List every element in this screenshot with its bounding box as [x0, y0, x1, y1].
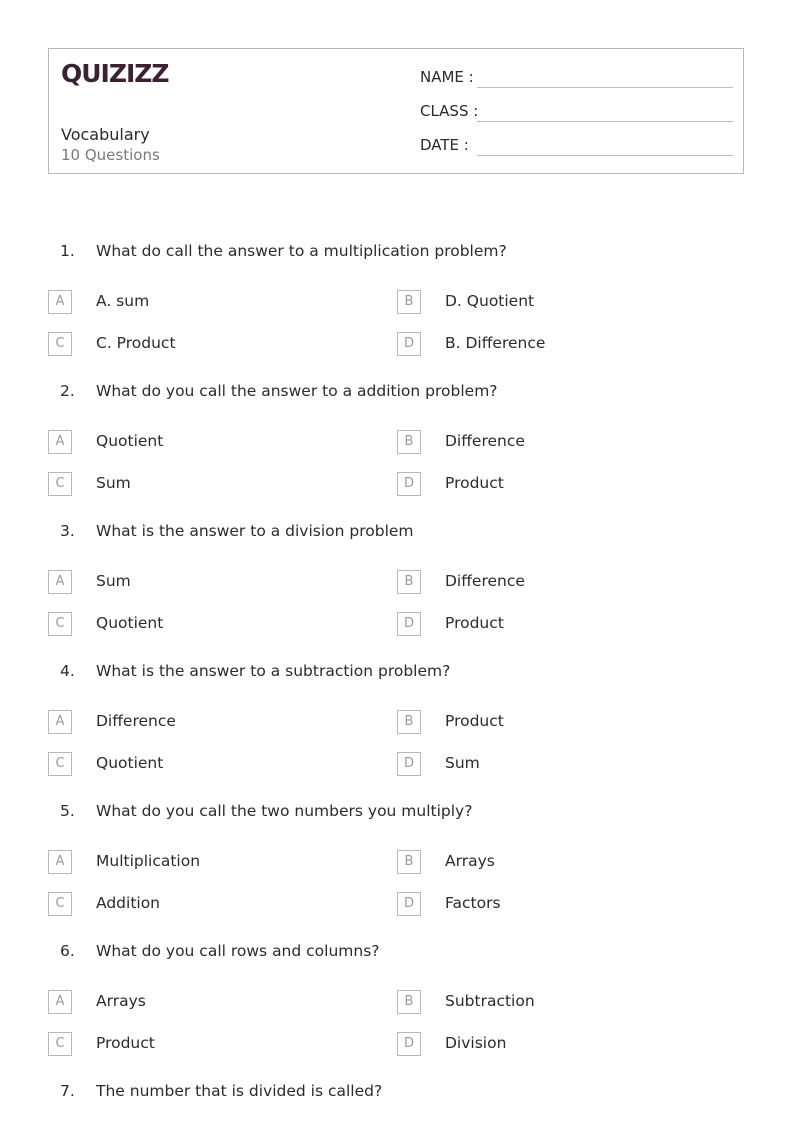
option-text: A. sum [96, 292, 150, 310]
option-text: Sum [96, 474, 131, 492]
option-text: Sum [445, 754, 480, 772]
question-text: What do you call the two numbers you multiply? [96, 802, 473, 820]
option-text: Multiplication [96, 852, 201, 870]
option-text: Difference [445, 572, 525, 590]
question-number: 2. [60, 382, 75, 400]
option-text: Quotient [96, 432, 164, 450]
option-text: Factors [445, 894, 501, 912]
option-letter-box[interactable]: B [397, 990, 421, 1014]
option-letter-box[interactable]: D [397, 332, 421, 356]
question-number: 1. [60, 242, 75, 260]
option-text: Sum [96, 572, 131, 590]
date-line[interactable] [477, 155, 733, 156]
question-text: The number that is divided is called? [96, 1082, 383, 1100]
class-label: CLASS : [420, 102, 479, 120]
option-letter-box[interactable]: A [48, 430, 72, 454]
option-letter-box[interactable]: A [48, 290, 72, 314]
quizizz-logo: QUIZIZZ [61, 59, 169, 88]
worksheet-title: Vocabulary [61, 125, 150, 144]
option-text: B. Difference [445, 334, 546, 352]
option-text: Addition [96, 894, 161, 912]
option-text: Subtraction [445, 992, 535, 1010]
option-letter-box[interactable]: C [48, 752, 72, 776]
option-letter-box[interactable]: B [397, 850, 421, 874]
date-label: DATE : [420, 136, 469, 154]
question-number: 4. [60, 662, 75, 680]
option-letter-box[interactable]: C [48, 472, 72, 496]
option-letter-box[interactable]: A [48, 990, 72, 1014]
question-text: What do you call rows and columns? [96, 942, 380, 960]
question-number: 7. [60, 1082, 75, 1100]
option-letter-box[interactable]: A [48, 570, 72, 594]
option-letter-box[interactable]: C [48, 332, 72, 356]
option-text: Product [96, 1034, 155, 1052]
option-letter-box[interactable]: D [397, 1032, 421, 1056]
option-letter-box[interactable]: A [48, 710, 72, 734]
option-text: Division [445, 1034, 507, 1052]
name-line[interactable] [477, 87, 733, 88]
question-text: What do call the answer to a multiplication problem? [96, 242, 507, 260]
class-line[interactable] [477, 121, 733, 122]
question-text: What is the answer to a subtraction problem? [96, 662, 451, 680]
option-text: C. Product [96, 334, 176, 352]
option-letter-box[interactable]: D [397, 892, 421, 916]
option-letter-box[interactable]: B [397, 430, 421, 454]
name-label: NAME : [420, 68, 474, 86]
option-letter-box[interactable]: C [48, 892, 72, 916]
question-number: 5. [60, 802, 75, 820]
question-text: What do you call the answer to a addition problem? [96, 382, 498, 400]
option-text: Difference [96, 712, 176, 730]
option-text: Product [445, 474, 504, 492]
option-text: Product [445, 614, 504, 632]
option-text: Quotient [96, 754, 164, 772]
question-number: 6. [60, 942, 75, 960]
option-text: Product [445, 712, 504, 730]
option-letter-box[interactable]: B [397, 570, 421, 594]
question-number: 3. [60, 522, 75, 540]
option-text: Arrays [96, 992, 146, 1010]
option-letter-box[interactable]: C [48, 1032, 72, 1056]
option-text: Difference [445, 432, 525, 450]
option-text: Arrays [445, 852, 495, 870]
worksheet-header [48, 48, 744, 174]
question-count: 10 Questions [61, 146, 160, 164]
question-text: What is the answer to a division problem [96, 522, 414, 540]
option-text: Quotient [96, 614, 164, 632]
option-text: D. Quotient [445, 292, 535, 310]
option-letter-box[interactable]: B [397, 710, 421, 734]
option-letter-box[interactable]: A [48, 850, 72, 874]
option-letter-box[interactable]: D [397, 612, 421, 636]
option-letter-box[interactable]: D [397, 752, 421, 776]
option-letter-box[interactable]: D [397, 472, 421, 496]
option-letter-box[interactable]: C [48, 612, 72, 636]
option-letter-box[interactable]: B [397, 290, 421, 314]
